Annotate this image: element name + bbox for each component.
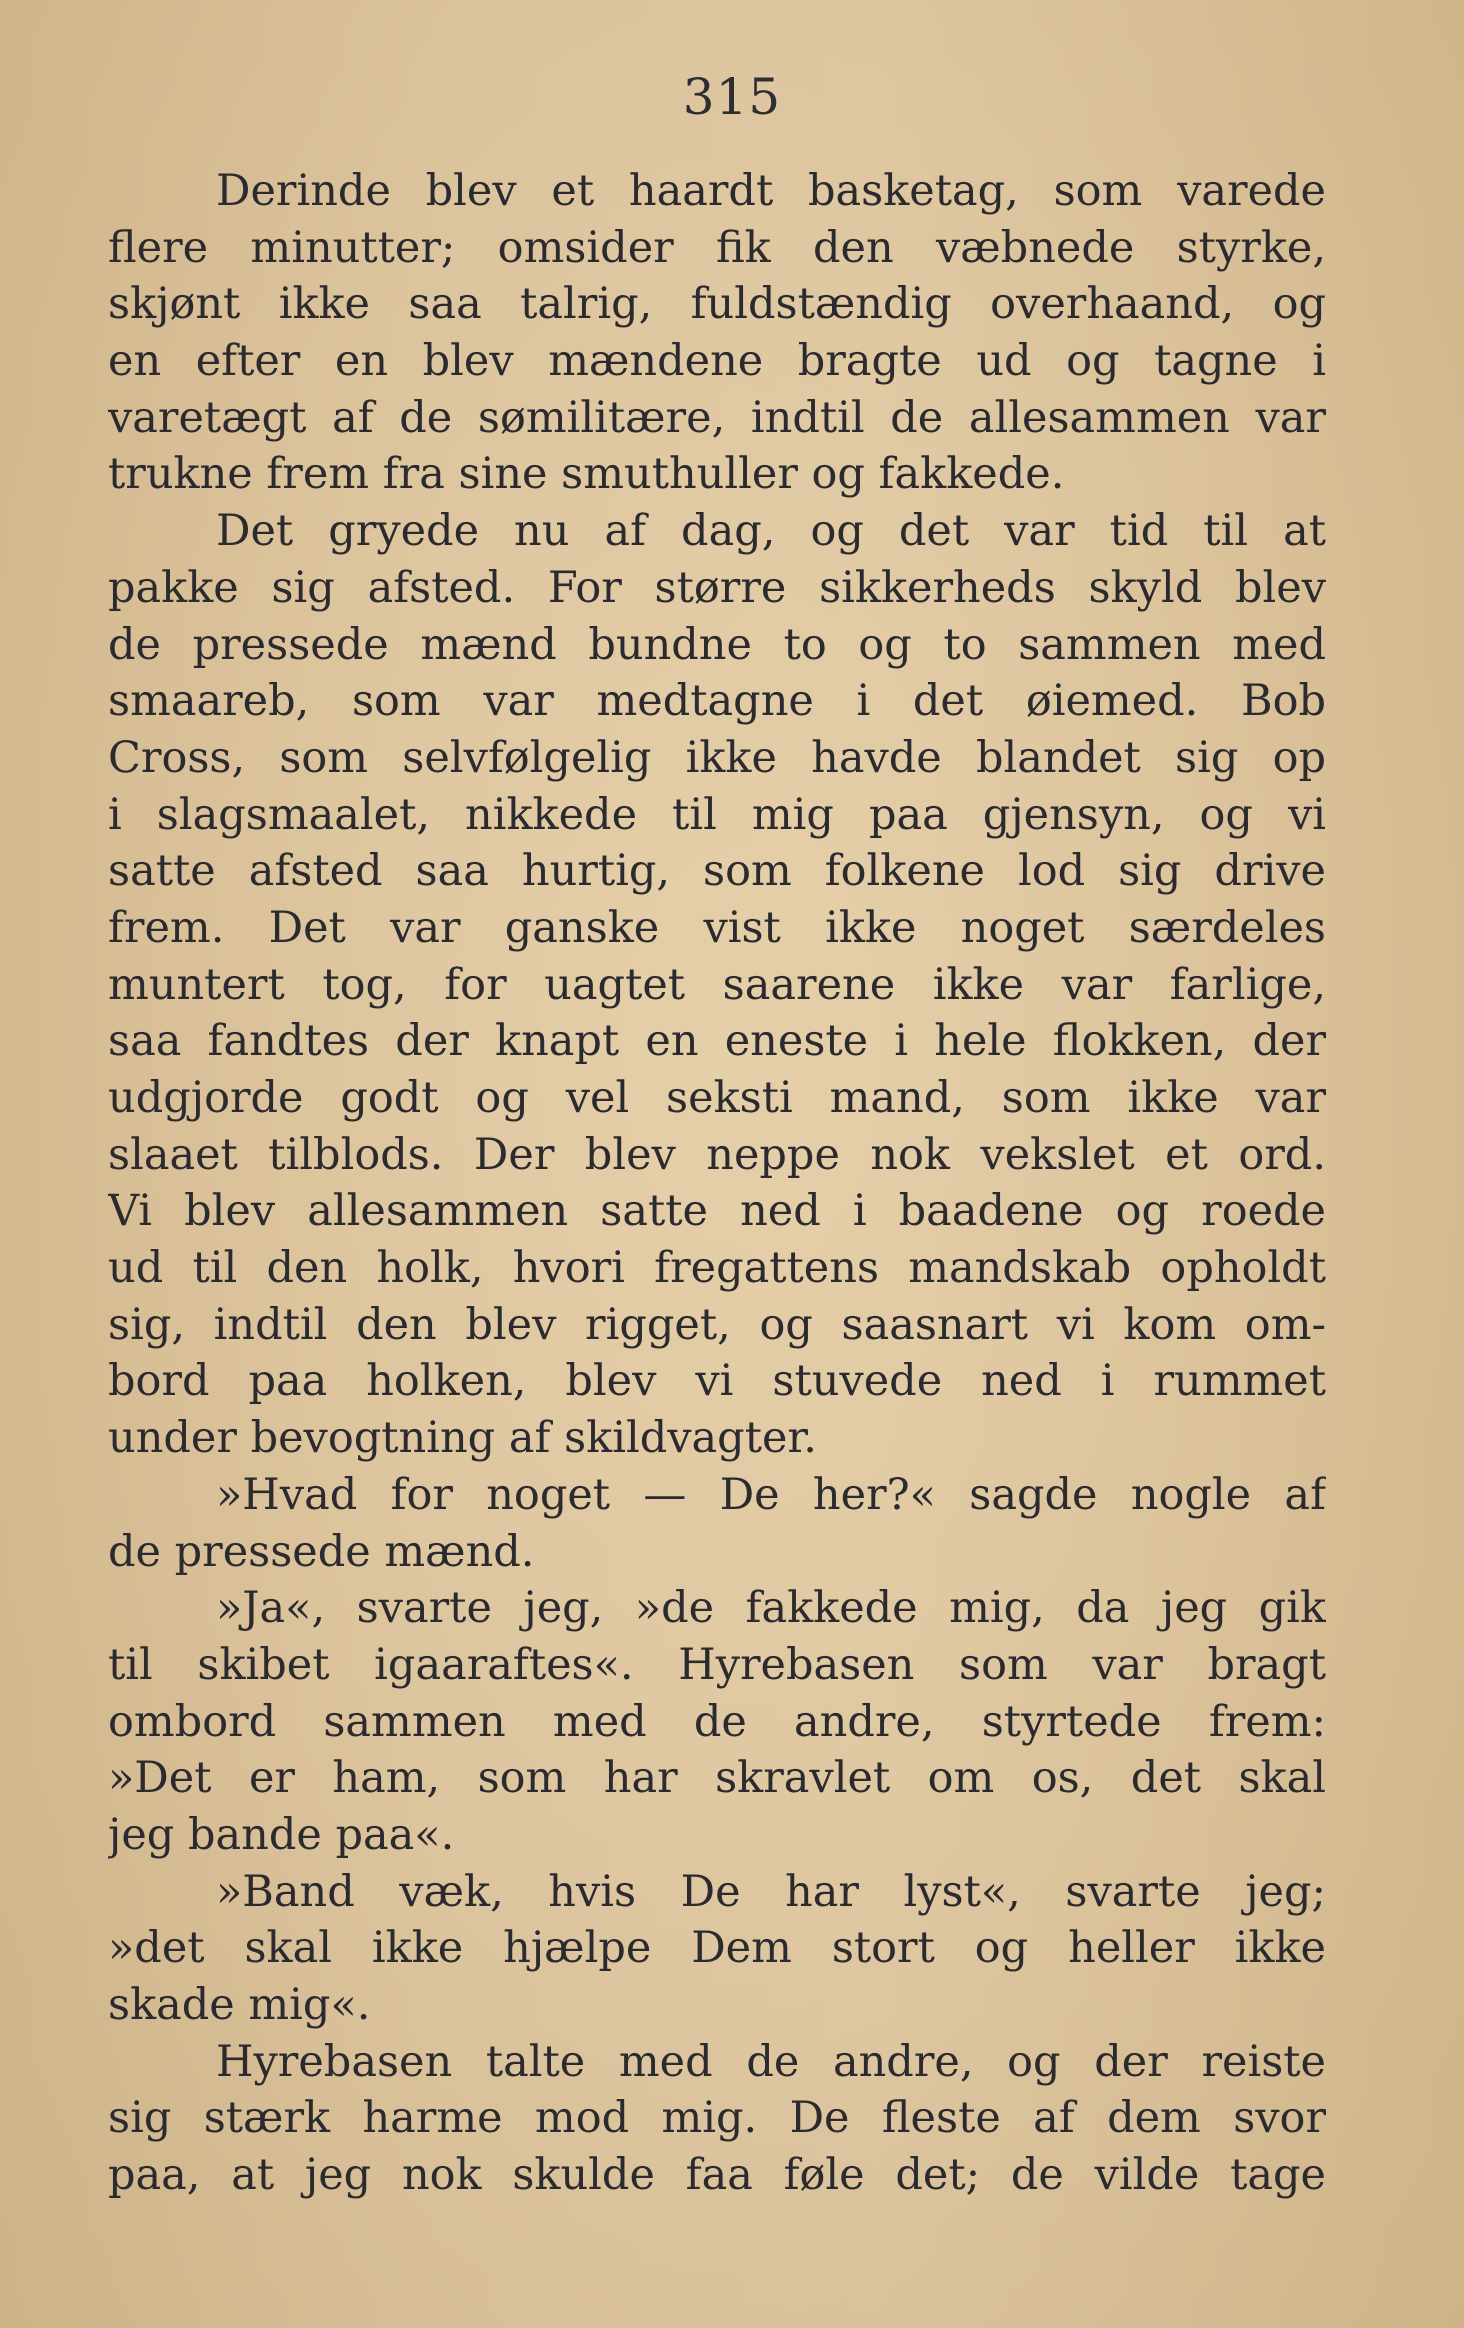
text-line: Derinde blev et haardt basketag, som varede (216, 166, 1326, 216)
text-line: »Band væk, hvis De har lyst«, svarte jeg; (216, 1866, 1326, 1917)
text-line: under bevogtning af skildvagter. (108, 1413, 817, 1464)
text-line: Cross, som selvfølgelig ikke havde blandet sig op (108, 732, 1326, 783)
text-line: slaaet tilblods. Der blev neppe nok vekslet et ord. (108, 1129, 1326, 1180)
text-line: flere minutter; omsider fik den væbnede styrke, (108, 222, 1326, 273)
text-line: saa fandtes der knapt en eneste i hele flokken, der (108, 1016, 1326, 1067)
text-line: satte afsted saa hurtig, som folkene lod sig drive (108, 846, 1326, 897)
text-line: Det gryede nu af dag, og det var tid til at (216, 506, 1326, 557)
text-line: en efter en blev mændene bragte ud og tagne i (108, 336, 1326, 387)
text-line: »Hvad for noget — De her?« sagde nogle af (216, 1469, 1326, 1520)
text-line: sig, indtil den blev rigget, og saasnart vi kom om- (108, 1299, 1326, 1350)
text-line: Vi blev allesammen satte ned i baadene og roede (108, 1186, 1326, 1237)
text-line: de pressede mænd bundne to og to sammen med (108, 619, 1326, 670)
text-line: Hyrebasen talte med de andre, og der reiste (216, 2036, 1326, 2087)
text-line: ud til den holk, hvori fregattens mandskab opholdt (108, 1243, 1326, 1294)
text-line: varetægt af de sømilitære, indtil de allesammen var (108, 392, 1326, 443)
text-line: de pressede mænd. (108, 1526, 535, 1577)
text-line: muntert tog, for uagtet saarene ikke var farlige, (108, 959, 1326, 1010)
text-line: i slagsmaalet, nikkede til mig paa gjensyn, og vi (108, 789, 1326, 840)
page-number: 315 (682, 68, 782, 126)
body-text (108, 163, 1326, 2204)
text-line: bord paa holken, blev vi stuvede ned i rummet (108, 1356, 1326, 1407)
text-line: »det skal ikke hjælpe Dem stort og heller ikke (108, 1923, 1326, 1974)
text-line: »Det er ham, som har skravlet om os, det skal (108, 1753, 1326, 1804)
text-line: sig stærk harme mod mig. De fleste af dem svor (108, 2093, 1326, 2144)
text-line: skade mig«. (108, 1980, 371, 2030)
text-line: »Ja«, svarte jeg, »de fakkede mig, da jeg gik (216, 1583, 1326, 1634)
text-line: frem. Det var ganske vist ikke noget særdeles (108, 902, 1326, 953)
text-line: paa, at jeg nok skulde faa føle det; de vilde tage (108, 2150, 1326, 2201)
text-line: trukne frem fra sine smuthuller og fakkede. (108, 449, 1065, 500)
text-line: ombord sammen med de andre, styrtede frem: (108, 1696, 1326, 1747)
text-line: skjønt ikke saa talrig, fuldstændig overhaand, og (108, 279, 1326, 330)
text-line: udgjorde godt og vel seksti mand, som ikke var (108, 1073, 1326, 1123)
text-line: smaareb, som var medtagne i det øiemed. Bob (108, 676, 1326, 727)
text-line: jeg bande paa«. (108, 1809, 455, 1860)
text-line: til skibet igaaraftes«. Hyrebasen som var bragt (108, 1639, 1326, 1690)
text-line: pakke sig afsted. For større sikkerheds skyld blev (108, 562, 1326, 613)
